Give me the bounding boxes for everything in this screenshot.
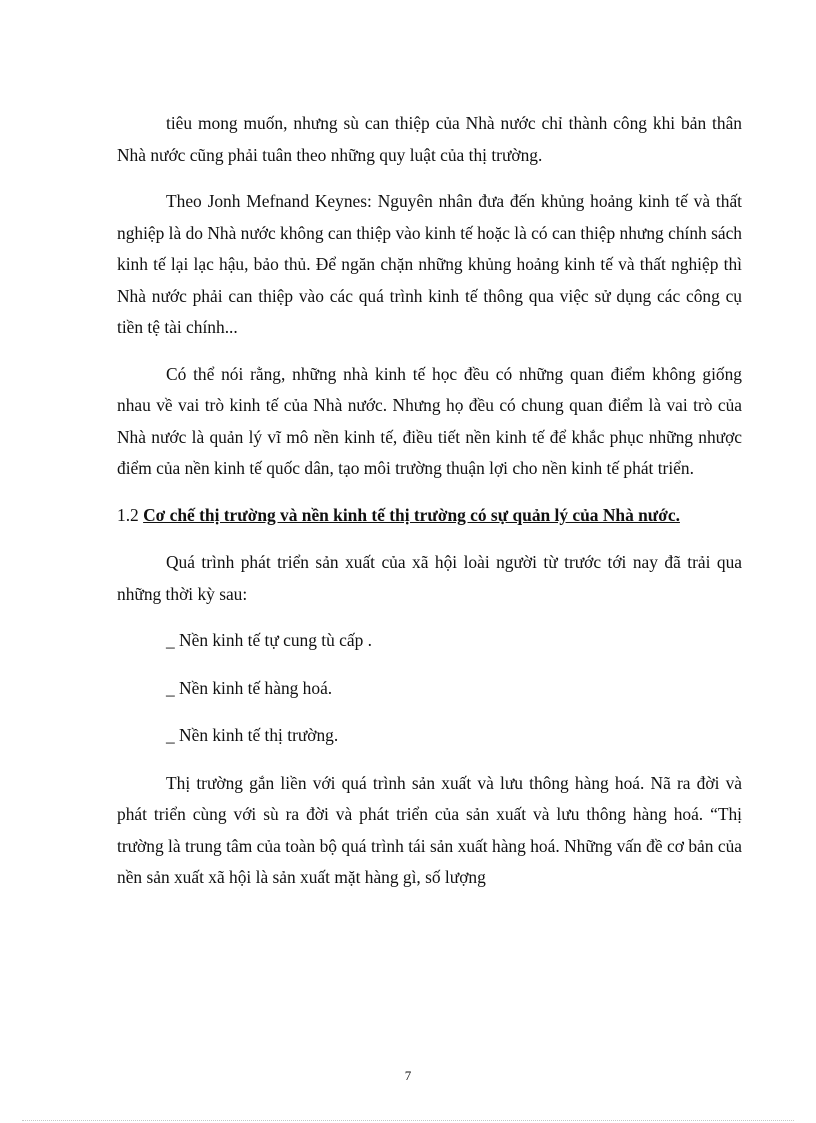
paragraph: Theo Jonh Mefnand Keynes: Nguyên nhân đưa đến khủng hoảng kinh tế và thất nghiệp là do Nhà nước không can thiệp vào kinh tế hoặc là có can thiệp nhưng chính sách kinh tế lại lạc hậu, bảo thủ. Để ngăn chặn những khủng hoảng kinh tế và thất nghiệp thì Nhà nước phải can thiệp vào các quá trình kinh tế thông qua việc sử dụng các công cụ tiền tệ tài chính... — [117, 191, 742, 337]
page-number: 7 — [404, 1068, 412, 1083]
page-body — [117, 108, 742, 909]
section-heading — [117, 500, 742, 532]
section-title: Cơ chế thị trường và nền kinh tế thị trường có sự quản lý của Nhà nước. — [143, 504, 680, 525]
section-number: 1.2 — [117, 504, 139, 525]
paragraph: Thị trường gắn liền với quá trình sản xuất và lưu thông hàng hoá. Nã ra đời và phát triển cùng với sù ra đời và phát triển của sản xuất và lưu thông hàng hoá. “Thị trường là trung tâm của toàn bộ quá trình tái sản xuất hàng hoá. Những vấn đề cơ bản của nền sản xuất xã hội là sản xuất mặt hàng gì, số lượng — [117, 772, 742, 887]
paragraph: Quá trình phát triển sản xuất của xã hội loài người từ trước tới nay đã trải qua những thời kỳ sau: — [117, 552, 742, 604]
paragraph: tiêu mong muốn, nhưng sù can thiệp của Nhà nước chỉ thành công khi bản thân Nhà nước cũng phải tuân theo những quy luật của thị trường. — [117, 113, 742, 165]
list-item: _ Nền kinh tế thị trường. — [166, 725, 339, 745]
list-item: _ Nền kinh tế hàng hoá. — [166, 677, 333, 698]
paragraph: Có thể nói rằng, những nhà kinh tế học đều có những quan điểm không giống nhau về vai trò kinh tế của Nhà nước. Nhưng họ đều có chung quan điểm là vai trò của Nhà nước là quản lý vĩ mô nền kinh tế, điều tiết nền kinh tế để khắc phục những nhược điểm của nền kinh tế quốc dân, tạo môi trường thuận lợi cho nền kinh tế phát triển. — [117, 363, 742, 478]
list-item: _ Nền kinh tế tự cung tù cấp . — [166, 630, 372, 650]
page-bottom-divider — [22, 1120, 794, 1121]
